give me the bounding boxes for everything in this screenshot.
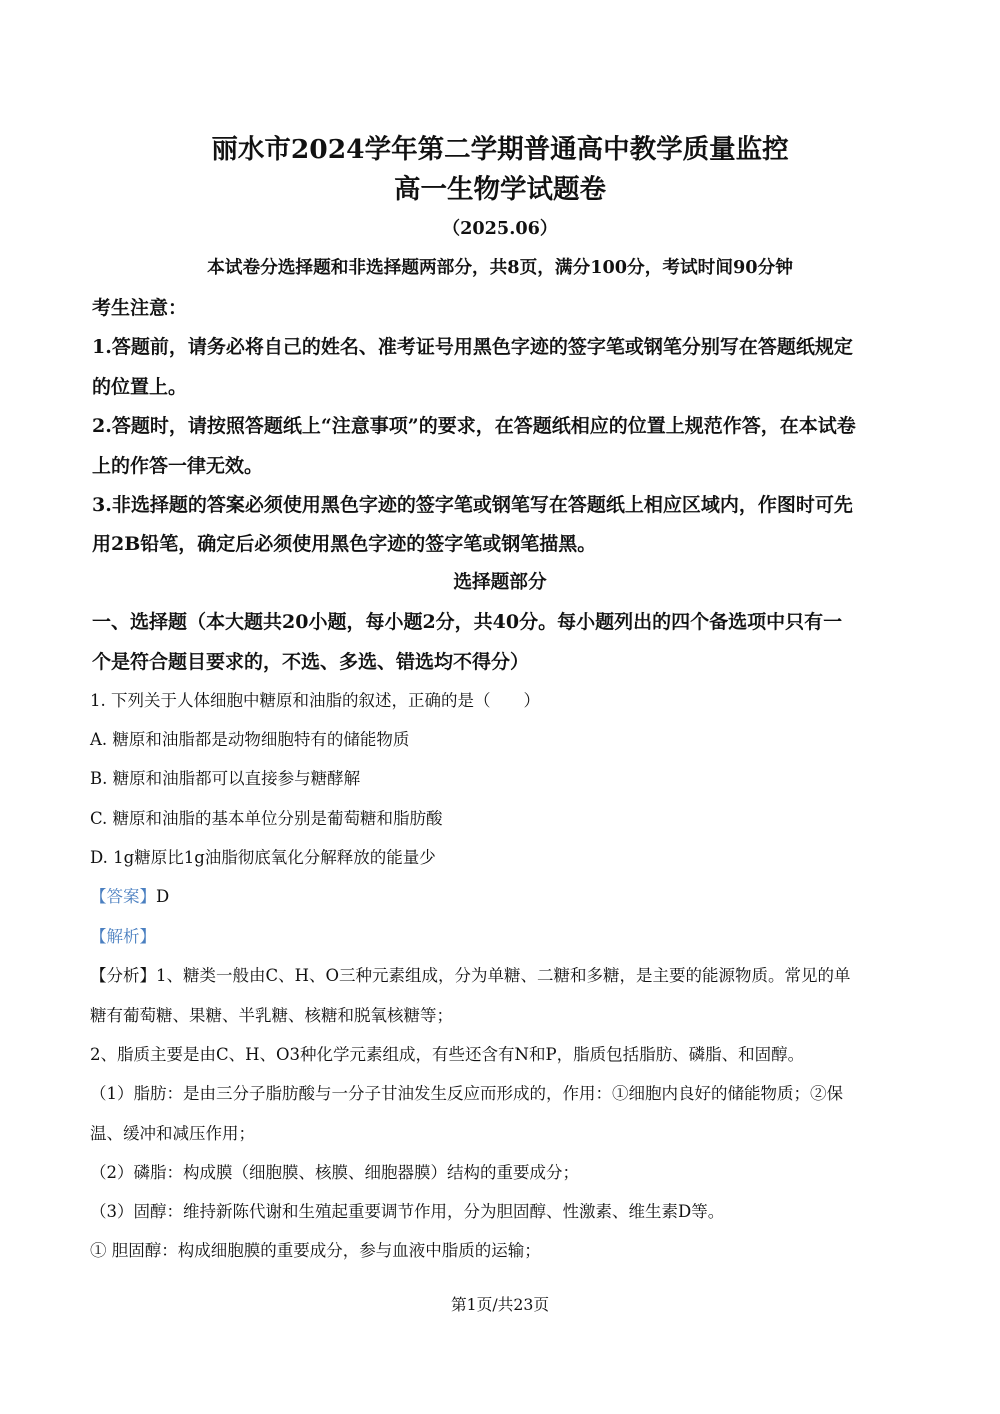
analysis-line: （3）固醇：维持新陈代谢和生殖起重要调节作用，分为胆固醇、性激素、维生素D等。 — [90, 1202, 725, 1221]
notice-line: 用2B铅笔，确定后必须使用黑色字迹的签字笔或钢笔描黑。 — [92, 533, 597, 555]
option-d: D. 1g糖原比1g油脂彻底氧化分解释放的能量少 — [90, 848, 436, 867]
answer-line — [90, 883, 169, 907]
notice-heading: 考生注意： — [92, 297, 188, 319]
option-b: B. 糖原和油脂都可以直接参与糖酵解 — [90, 769, 361, 788]
analysis-line: 糖有葡萄糖、果糖、半乳糖、核糖和脱氧核糖等； — [90, 1006, 453, 1025]
analysis-label: 【解析】 — [90, 927, 156, 946]
analysis-line: 2、脂质主要是由C、H、O3种化学元素组成，有些还含有N和P，脂质包括脂肪、磷脂、和固醇。 — [90, 1045, 805, 1064]
exam-subtitle: 高一生物学试题卷 — [394, 174, 606, 205]
analysis-tag: 【分析】 — [90, 966, 156, 985]
option-a: A. 糖原和油脂都是动物细胞特有的储能物质 — [90, 730, 410, 749]
notice-line: 的位置上。 — [92, 376, 188, 398]
option-c: C. 糖原和油脂的基本单位分别是葡萄糖和脂肪酸 — [90, 809, 443, 828]
analysis-line: （1）脂肪：是由三分子脂肪酸与一分子甘油发生反应而形成的，作用：①细胞内良好的储能物质；②保 — [90, 1084, 843, 1103]
analysis-line — [90, 962, 851, 986]
notice-line: 上的作答一律无效。 — [92, 455, 264, 477]
exam-intro: 本试卷分选择题和非选择题两部分，共8页，满分100分，考试时间90分钟 — [207, 257, 793, 278]
analysis-line: ① 胆固醇：构成细胞膜的重要成分，参与血液中脂质的运输； — [90, 1241, 541, 1260]
section-instruction: 一、选择题（本大题共20小题，每小题2分，共40分。每小题列出的四个备选项中只有一 — [92, 611, 843, 633]
notice-line: 3.非选择题的答案必须使用黑色字迹的签字笔或钢笔写在答题纸上相应区域内，作图时可先 — [92, 494, 853, 516]
analysis-line: （2）磷脂：构成膜（细胞膜、核膜、细胞器膜）结构的重要成分； — [90, 1163, 579, 1182]
page-footer: 第1页/共23页 — [450, 1295, 550, 1314]
section-instruction: 个是符合题目要求的，不选、多选、错选均不得分） — [92, 651, 530, 673]
exam-date: （2025.06） — [442, 218, 558, 239]
analysis-line: 温、缓冲和减压作用； — [90, 1124, 255, 1143]
exam-title: 丽水市2024学年第二学期普通高中教学质量监控 — [211, 134, 789, 165]
question-stem: 1. 下列关于人体细胞中糖原和油脂的叙述，正确的是（ ） — [90, 691, 540, 710]
answer-label: 【答案】 — [90, 887, 156, 906]
answer-value: D — [156, 887, 170, 906]
notice-line: 1.答题前，请务必将自己的姓名、准考证号用黑色字迹的签字笔或钢笔分别写在答题纸规定 — [92, 336, 853, 358]
analysis-text: 1、糖类一般由C、H、O三种元素组成，分为单糖、二糖和多糖，是主要的能源物质。常见的单 — [156, 966, 851, 985]
notice-line: 2.答题时，请按照答题纸上“注意事项”的要求，在答题纸相应的位置上规范作答，在本试卷 — [92, 415, 856, 437]
section-title: 选择题部分 — [453, 571, 547, 593]
